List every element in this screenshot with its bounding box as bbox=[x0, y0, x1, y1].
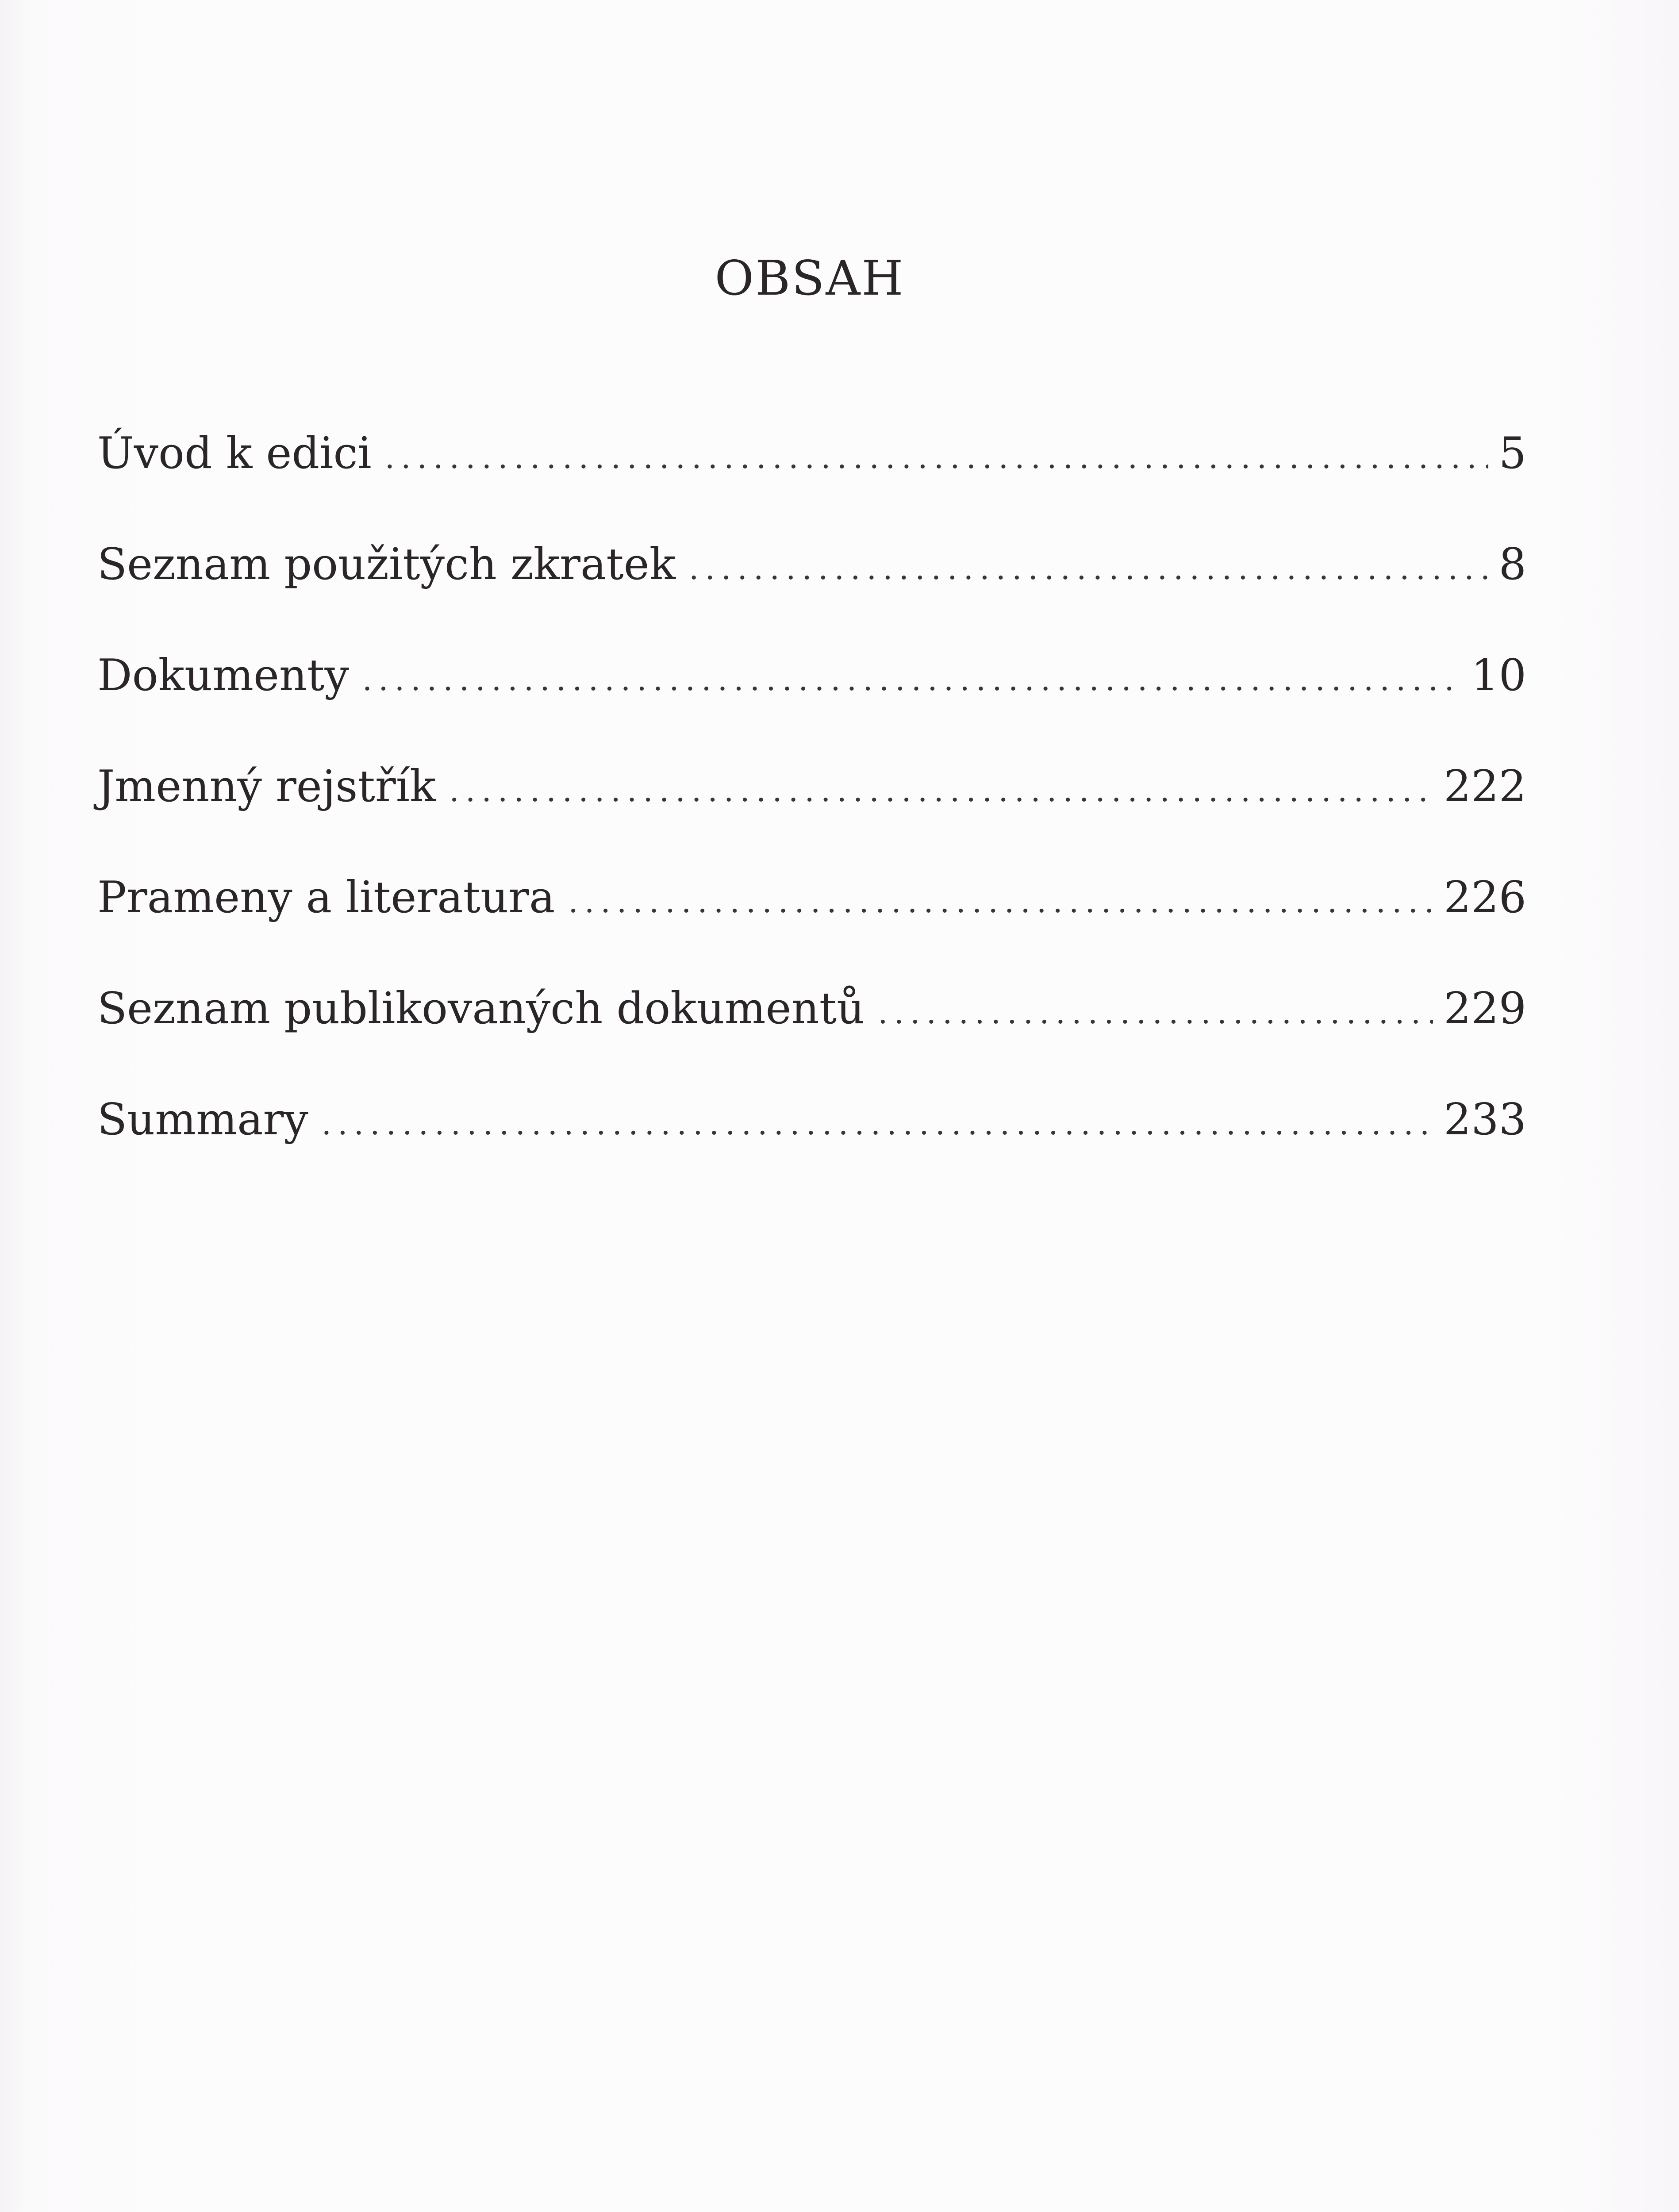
toc-entry-page-number: 226 bbox=[1443, 872, 1526, 923]
toc-entry-uvod-k-edici bbox=[97, 425, 1526, 536]
table-of-contents bbox=[97, 425, 1526, 1202]
dot-leader bbox=[568, 873, 1433, 930]
toc-entry-summary bbox=[97, 1091, 1526, 1202]
toc-entry-label: Seznam publikovaných dokumentů bbox=[97, 983, 865, 1034]
toc-entry-label: Summary bbox=[97, 1094, 308, 1145]
toc-entry-page-number: 233 bbox=[1443, 1094, 1526, 1145]
toc-entry-page-number: 10 bbox=[1471, 650, 1526, 701]
toc-entry-page-number: 5 bbox=[1498, 428, 1526, 479]
toc-entry-label: Prameny a literatura bbox=[97, 872, 555, 923]
dot-leader bbox=[385, 429, 1488, 486]
toc-entry-label: Úvod k edici bbox=[97, 428, 372, 479]
dot-leader bbox=[362, 651, 1460, 708]
toc-entry-page-number: 229 bbox=[1443, 983, 1526, 1034]
page-title: OBSAH bbox=[715, 251, 905, 306]
dot-leader bbox=[449, 762, 1433, 819]
toc-entry-page-number: 222 bbox=[1443, 761, 1526, 812]
toc-entry-jmenny-rejstrik bbox=[97, 758, 1526, 869]
toc-entry-page-number: 8 bbox=[1498, 539, 1526, 590]
toc-entry-label: Jmenný rejstřík bbox=[97, 761, 436, 812]
toc-entry-label: Dokumenty bbox=[97, 650, 349, 701]
dot-leader bbox=[322, 1095, 1433, 1152]
toc-entry-seznam-dokumentu bbox=[97, 980, 1526, 1091]
toc-entry-label: Seznam použitých zkratek bbox=[97, 539, 676, 590]
dot-leader bbox=[689, 540, 1488, 597]
toc-entry-dokumenty bbox=[97, 647, 1526, 758]
toc-entry-prameny-a-literatura bbox=[97, 869, 1526, 980]
toc-entry-seznam-zkratek bbox=[97, 536, 1526, 647]
dot-leader bbox=[878, 984, 1433, 1041]
